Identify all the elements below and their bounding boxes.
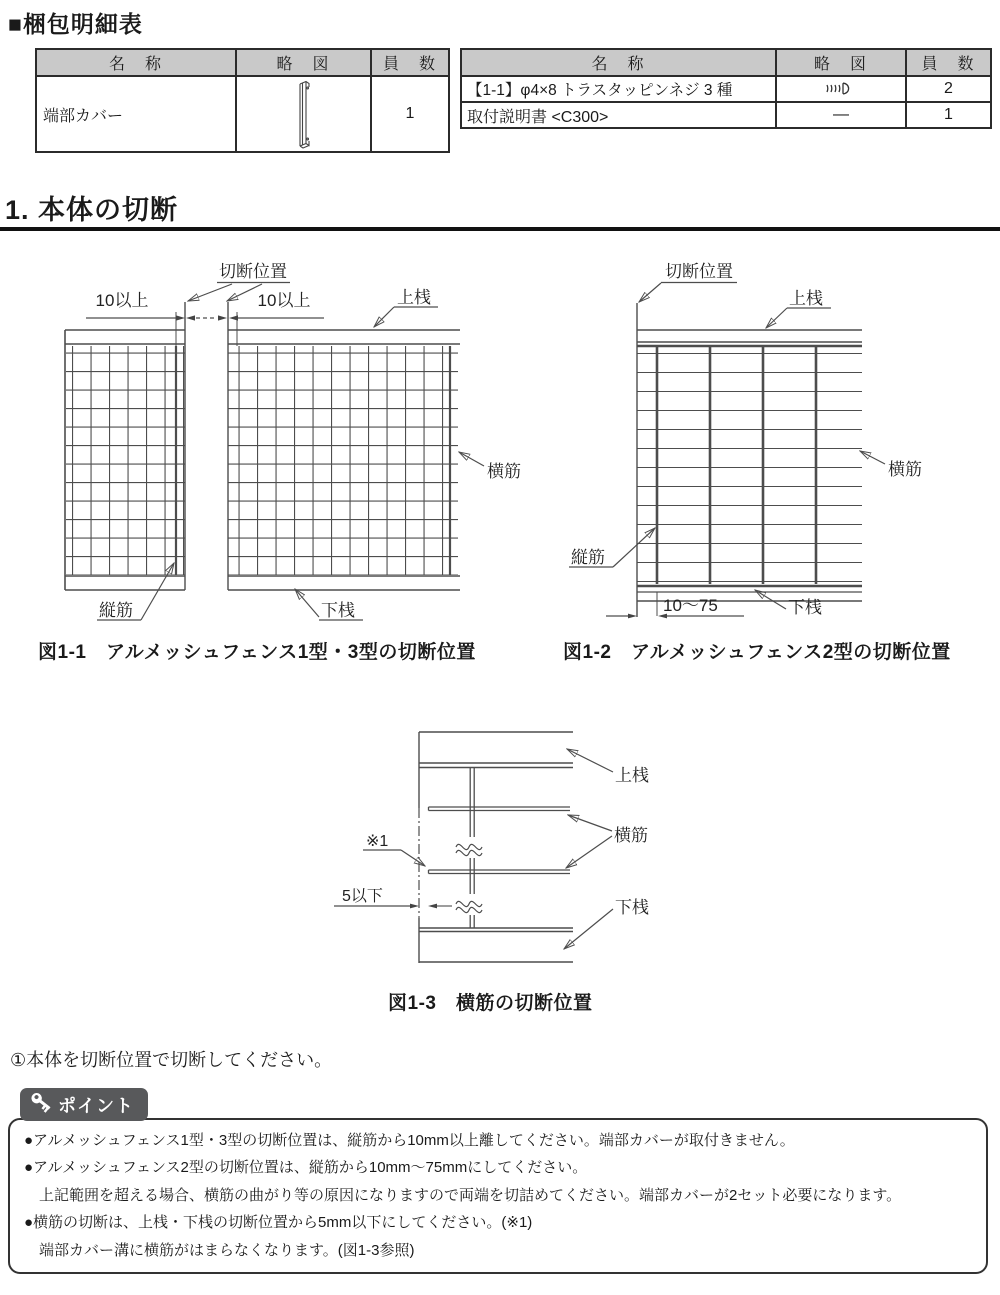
- label-v-wire: 縦筋: [571, 548, 605, 567]
- label-cut-position: 切断位置: [665, 262, 733, 281]
- part-name: 取付説明書 <C300>: [461, 102, 776, 128]
- packing-list-title: ■梱包明細表: [8, 11, 143, 37]
- label-bottom-rail: 下桟: [615, 898, 649, 917]
- label-max5: 5以下: [342, 888, 383, 905]
- point-note-line: ●アルメッシュフェンス2型の切断位置は、縦筋から10mm〜75mmにしてください。: [24, 1159, 588, 1177]
- figure-1-1-caption: 図1-1 アルメッシュフェンス1型・3型の切断位置: [38, 642, 476, 663]
- label-top-rail: 上桟: [615, 766, 649, 785]
- col-header-qty: 員 数: [371, 49, 449, 76]
- figure-1-2-caption: 図1-2 アルメッシュフェンス2型の切断位置: [563, 642, 951, 663]
- label-min-left: 10以上: [95, 291, 149, 310]
- label-v-wire: 縦筋: [99, 601, 133, 620]
- figure-1-2-drawing: [555, 255, 1000, 630]
- end-cover-icon: [236, 76, 371, 152]
- section-title: 1. 本体の切断: [5, 195, 179, 225]
- label-top-rail: 上桟: [397, 288, 431, 307]
- col-header-sketch: 略 図: [776, 49, 906, 76]
- section-rule: [0, 227, 1000, 231]
- wires: [429, 768, 571, 928]
- label-cut-position: 切断位置: [219, 262, 287, 281]
- panel: [637, 330, 862, 601]
- rail-section: [419, 732, 573, 963]
- table-header-row: [461, 49, 991, 76]
- label-h-wire: 横筋: [614, 826, 648, 845]
- screw-icon: [776, 76, 906, 102]
- point-note-line: 上記範囲を超える場合、横筋の曲がり等の原因になりますので両端を切詰めてください。端部カバーが2セット必要になります。: [39, 1186, 902, 1204]
- figure-1-3-drawing: [330, 715, 670, 1015]
- right-panel: [228, 330, 460, 590]
- table-row: [461, 102, 991, 128]
- part-name: 【1-1】φ4×8 トラスタッピンネジ 3 種: [461, 76, 776, 102]
- part-qty: 1: [371, 76, 449, 152]
- point-note-line: 端部カバー溝に横筋がはまらなくなります。(図1-3参照): [39, 1241, 415, 1259]
- table-header-row: [36, 49, 449, 76]
- dimension-10min: [86, 315, 324, 320]
- figure-1-3-caption: 図1-3 横筋の切断位置: [388, 993, 593, 1014]
- label-h-wire: 横筋: [888, 460, 922, 479]
- point-badge-label: ポイント: [58, 1095, 134, 1116]
- point-notes: [24, 1127, 982, 1264]
- table-row: [461, 76, 991, 102]
- label-note1: ※1: [366, 833, 389, 850]
- left-panel: [65, 330, 185, 590]
- label-bottom-rail: 下桟: [321, 601, 355, 620]
- label-bottom-rail: 下桟: [788, 598, 822, 617]
- table-row: [36, 76, 449, 152]
- key-icon: [28, 1092, 54, 1118]
- dash-placeholder: —: [776, 102, 906, 128]
- col-header-name: 名 称: [36, 49, 236, 76]
- label-min-right: 10以上: [257, 291, 311, 310]
- label-top-rail: 上桟: [789, 289, 823, 308]
- col-header-name: 名 称: [461, 49, 776, 76]
- part-qty: 2: [906, 76, 991, 102]
- col-header-qty: 員 数: [906, 49, 991, 76]
- label-range: 10〜75: [663, 596, 718, 615]
- label-h-wire: 横筋: [487, 462, 521, 481]
- part-name: 端部カバー: [36, 76, 236, 152]
- packing-table-left: [35, 48, 450, 153]
- packing-table-right: [460, 48, 992, 129]
- point-badge: [20, 1088, 148, 1121]
- step-1-instruction: ①本体を切断位置で切断してください。: [10, 1050, 333, 1070]
- figure-1-1-drawing: [30, 255, 535, 630]
- point-note-line: ●アルメッシュフェンス1型・3型の切断位置は、縦筋から10mm以上離してください。端部カバーが取付きません。: [24, 1132, 795, 1149]
- point-note-line: ●横筋の切断は、上桟・下桟の切断位置から5mm以下にしてください。(※1): [24, 1214, 533, 1232]
- col-header-sketch: 略 図: [236, 49, 371, 76]
- part-qty: 1: [906, 102, 991, 128]
